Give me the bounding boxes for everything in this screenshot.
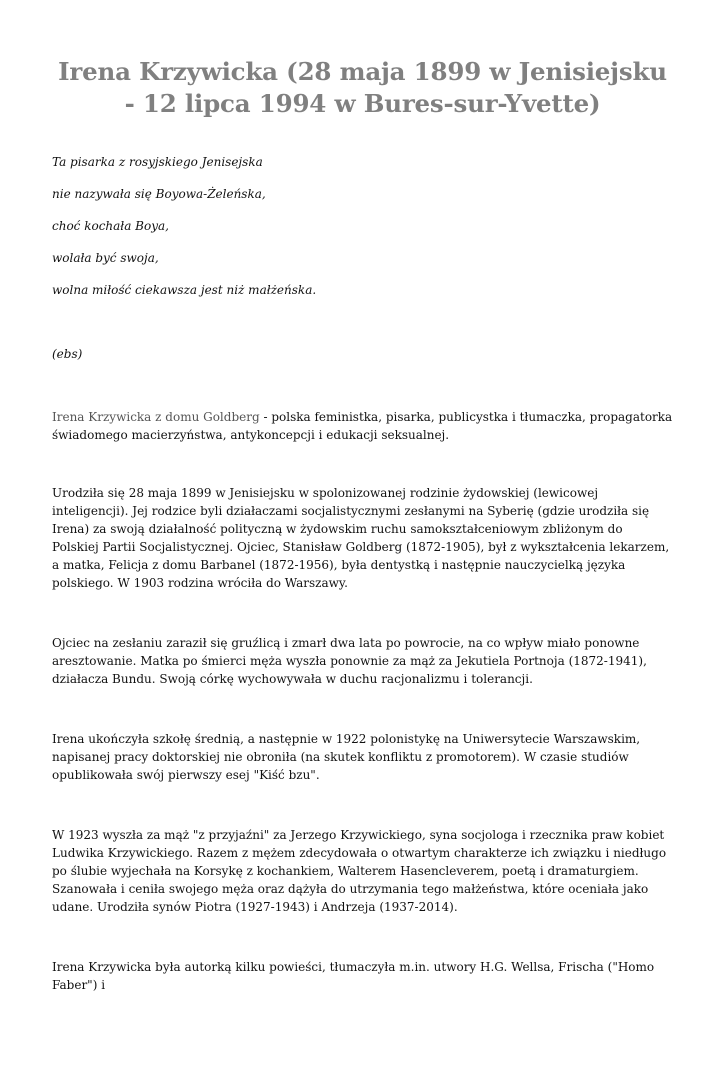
intro-paragraph [52,408,673,444]
poem-line: wolała być swoja, [52,251,159,265]
poem [52,154,673,298]
poem-line: wolna miłość ciekawsza jest niż małżeńska. [52,283,317,297]
poem-line: nie nazywała się Boyowa-Żeleńska, [52,187,266,201]
body-paragraph: W 1923 wyszła za mąż "z przyjaźni" za Jerzego Krzywickiego, syna socjologa i rzecznika praw kobiet Ludwika Krzywickiego. Razem z mężem zdecydowała o otwartym charakterze ich związku i niedługo po ślubie wyjechała na Korsykę z kochankiem, Walterem Hasencleverem, poetą i dramaturgiem. Szanowała i ceniła swojego męża oraz dążyła do utrzymania tego małżeństwa, które oceniała jako udane. Urodziła synów Piotra (1927-1943) i Andrzeja (1937-2014). [52,828,667,914]
body-paragraph: Urodziła się 28 maja 1899 w Jenisiejsku w spolonizowanej rodzinie żydowskiej (lewicowej inteligencji). Jej rodzice byli działaczami socjalistycznymi zesłanymi na Syberię (gdzie urodziła się Irena) za swoją działalność polityczną w żydowskim ruchu samokształceniowym zbliżonym do Polskiej Partii Socjalistycznej. Ojciec, Stanisław Goldberg (1872-1905), był z wykształcenia lekarzem, a matka, Felicja z domu Barbanel (1872-1956), była dentystką i następnie nauczycielką języka polskiego. W 1903 rodzina wróciła do Warszawy. [52,486,670,590]
poem-line: Ta pisarka z rosyjskiego Jenisejska [52,155,263,169]
body-paragraph: Irena Krzywicka była autorką kilku powieści, tłumaczyła m.in. utwory H.G. Wellsa, Frischa ("Homo Faber") i [52,960,655,992]
poem-signature: (ebs) [52,347,83,361]
body-paragraph: Irena ukończyła szkołę średnią, a następnie w 1922 polonistykę na Uniwersytecie Warszawskim, napisanej pracy doktorskiej nie obroniła (na skutek konfliktu z promotorem). W czasie studiów opublikowała swój pierwszy esej "Kiść bzu". [52,732,641,782]
subject-name: Irena Krzywicka z domu Goldberg [52,410,260,424]
body-paragraph: Ojciec na zesłaniu zaraził się gruźlicą i zmarł dwa lata po powrocie, na co wpływ miało ponowne aresztowanie. Matka po śmierci męża wyszła ponownie za mąż za Jekutiela Portnoja (1872-1941), działacza Bundu. Swoją córkę wychowywała w duchu racjonalizmu i tolerancji. [52,636,647,686]
poem-line: choć kochała Boya, [52,219,169,233]
page-title: Irena Krzywicka (28 maja 1899 w Jenisiejsku - 12 lipca 1994 w Bures-sur-Yvette) [58,57,667,118]
intro-text: - polska feministka, pisarka, publicystka i tłumaczka, propagatorka świadomego macierzyństwa, antykoncepcji i edukacji seksualnej. [52,410,673,442]
document-page [0,56,725,1080]
